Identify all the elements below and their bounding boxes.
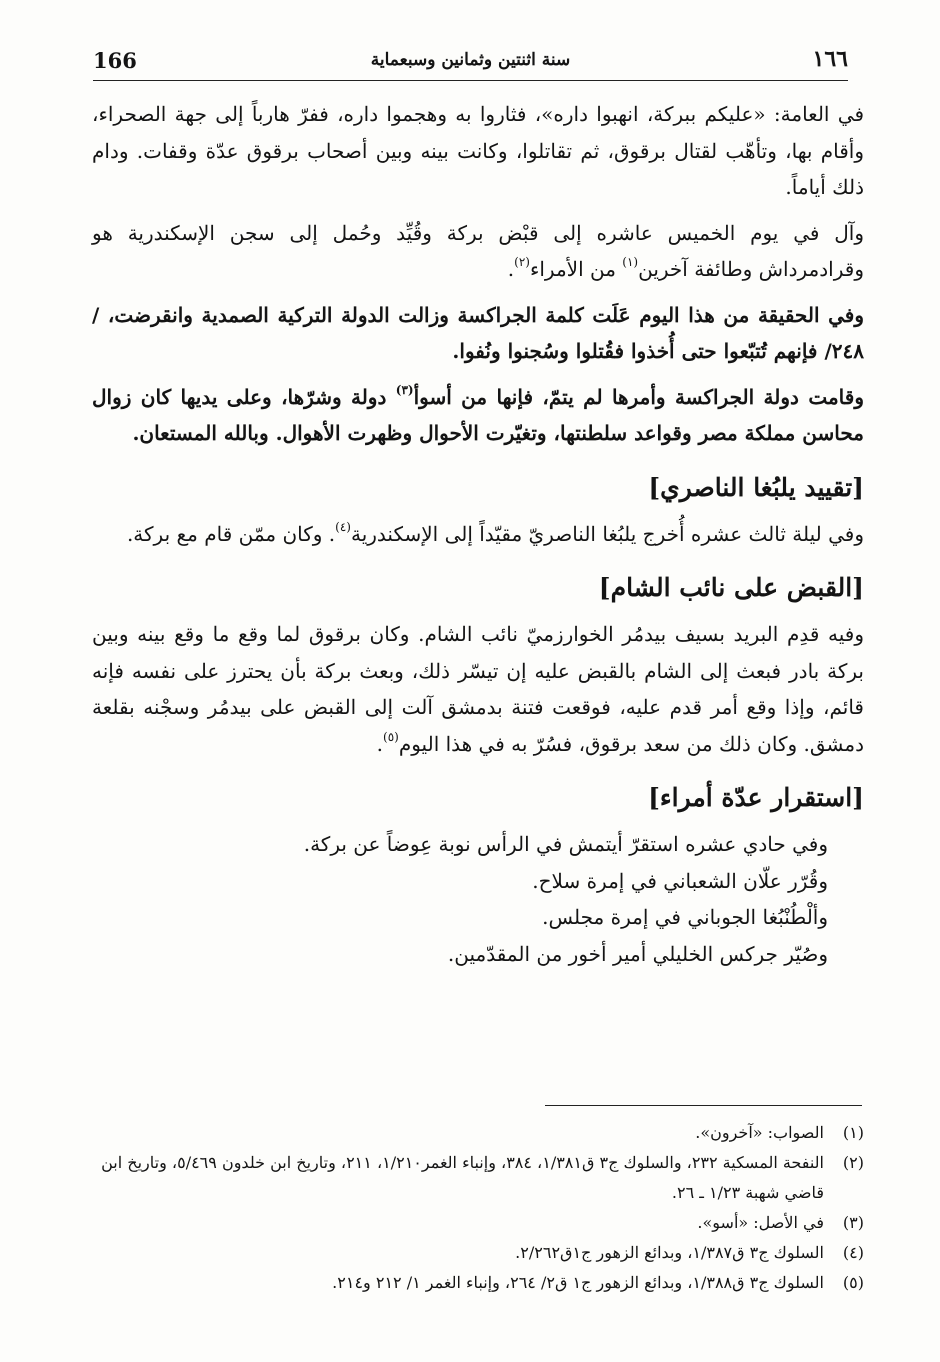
paragraph-2-end: . bbox=[507, 257, 515, 281]
footnote bbox=[92, 1118, 864, 1148]
page-number-latin: 166 bbox=[93, 48, 137, 73]
footnote-separator bbox=[545, 1105, 862, 1106]
appointment-item: وقُرّر علّان الشعباني في إمرة سلاح. bbox=[532, 868, 828, 893]
section-heading-1: [تقييد يلبُغا الناصري] bbox=[648, 472, 864, 502]
footnote-text: السلوك ج٣ ق١/٣٨٨، وبدائع الزهور ج١ ق٢/ ٢٦٤، وإنباء الغمر ١/ ٢١٢ و٢١٤. bbox=[332, 1273, 824, 1292]
section-2-text-end: . bbox=[376, 731, 384, 756]
paragraph-4-end: دولة وشرّها، وعلى يديها كان زوال محاسن مملكة مصر وقواعد سلطنتها، وتغيّرت الأحوال وظهرت الأهوال. وبالله المستعان. bbox=[92, 384, 864, 445]
footnote-text: النفحة المسكية ٢٣٢، والسلوك ج٣ ق١/٣٨١، ٣٨٤، وإنباء الغمر١/٢١٠، ٢١١، وتاريخ ابن خلدون ٥/٤٦٩، وتاريخ ابن قاضي شهبة ١/٢٣ ـ ٢٦. bbox=[101, 1153, 824, 1202]
footnote-number: (٢) bbox=[842, 1153, 864, 1172]
paragraph-2-mid: من الأمراء bbox=[529, 257, 623, 281]
section-2-text: وفيه قدِم البريد بسيف بيدمُر الخوارزميّ نائب الشام. وكان برقوق لما وقع ما وقع بينه وبين بركة بادر فبعث إلى الشام بالقبض عليه إن تيسّر ذلك، وبعث بركة بأن يحترز على نفسه فإنه قائم، وإذا وقع أمر قدم عليه، فوقعت فتنة بدمشق آلت إلى القبض على بيدمُر وسجْنه بقلعة دمشق. وكان ذلك من سعد برقوق، فسُرّ به في هذا اليوم bbox=[92, 622, 864, 756]
section-heading-3: [استقرار عدّة أمراء] bbox=[648, 783, 864, 812]
section-1-paragraph bbox=[92, 516, 864, 553]
footnote bbox=[92, 1148, 864, 1208]
paragraph-4 bbox=[92, 379, 864, 452]
footnote bbox=[92, 1238, 864, 1268]
footnote-text: الصواب: «آخرون». bbox=[695, 1123, 824, 1142]
footnote-ref-5: (٥) bbox=[383, 729, 399, 744]
main-text bbox=[92, 96, 864, 972]
footnote-number: (٥) bbox=[842, 1273, 864, 1292]
section-1-text-end: . وكان ممّن قام مع بركة. bbox=[126, 521, 336, 546]
paragraph-2-text: وآل في يوم الخميس عاشره إلى قبْض بركة وقُيِّد وحُمل إلى سجن الإسكندرية هو وقرادمرداش وطائفة آخرين bbox=[92, 220, 864, 281]
paragraph-1: في العامة: «عليكم ببركة، انهبوا داره»، فثاروا به وهجموا داره، ففرّ هارباً إلى جهة الصحراء، وأقام بها، وتأهّب لقتال برقوق، ثم تقاتلوا، وكانت بينه وبين أصحاب برقوق عدّة وقفات. ودام ذلك أياماً. bbox=[92, 102, 864, 199]
appointment-item: وصُيّر جركس الخليلي أمير أخور من المقدّمين. bbox=[447, 941, 828, 966]
footnote-ref-1: (١) bbox=[622, 255, 639, 270]
footnote-number: (٣) bbox=[842, 1213, 864, 1232]
footnote-number: (٤) bbox=[842, 1243, 864, 1262]
footnote bbox=[92, 1208, 864, 1238]
section-heading-2: [القبض على نائب الشام] bbox=[598, 573, 864, 602]
page-header bbox=[93, 44, 848, 81]
section-2-paragraph bbox=[92, 616, 864, 762]
paragraph-4-text: وقامت دولة الجراكسة وأمرها لم يتمّ، فإنها من أسوأ bbox=[413, 384, 864, 409]
page-number-arabic: ١٦٦ bbox=[812, 46, 848, 72]
running-title: سنة اثنتين وثمانين وسبعماية bbox=[370, 50, 571, 70]
appointment-item: وألْطُنْبُغا الجوباني في إمرة مجلس. bbox=[542, 905, 828, 929]
paragraph-2 bbox=[92, 215, 864, 288]
footnote-text: السلوك ج٣ ق١/٣٨٧، وبدائع الزهور ج١ق٢/٢٦٢. bbox=[515, 1243, 824, 1262]
footnote-text: في الأصل: «أسو». bbox=[697, 1213, 824, 1232]
footnote-ref-4: (٤) bbox=[335, 519, 351, 534]
footnote-number: (١) bbox=[842, 1123, 864, 1142]
footnote bbox=[92, 1268, 864, 1298]
section-1-text: وفي ليلة ثالث عشره أُخرج يلبُغا الناصريّ مقيّداً إلى الإسكندرية bbox=[350, 521, 864, 546]
footnote-ref-2: (٢) bbox=[514, 255, 530, 270]
paragraph-3: وفي الحقيقة من هذا اليوم عَلَت كلمة الجراكسة وزالت الدولة التركية الصمدية وانقرضت، /٢٤٨/ فإنهم تُتبّعوا حتى أُخذوا فقُتلوا وسُجنوا ونُفوا. bbox=[92, 302, 864, 363]
appointment-item: وفي حادي عشره استقرّ أيتمش في الرأس نوبة عِوضاً عن بركة. bbox=[303, 832, 828, 856]
footnotes bbox=[92, 1118, 864, 1298]
footnote-ref-3: (٣) bbox=[395, 382, 414, 397]
